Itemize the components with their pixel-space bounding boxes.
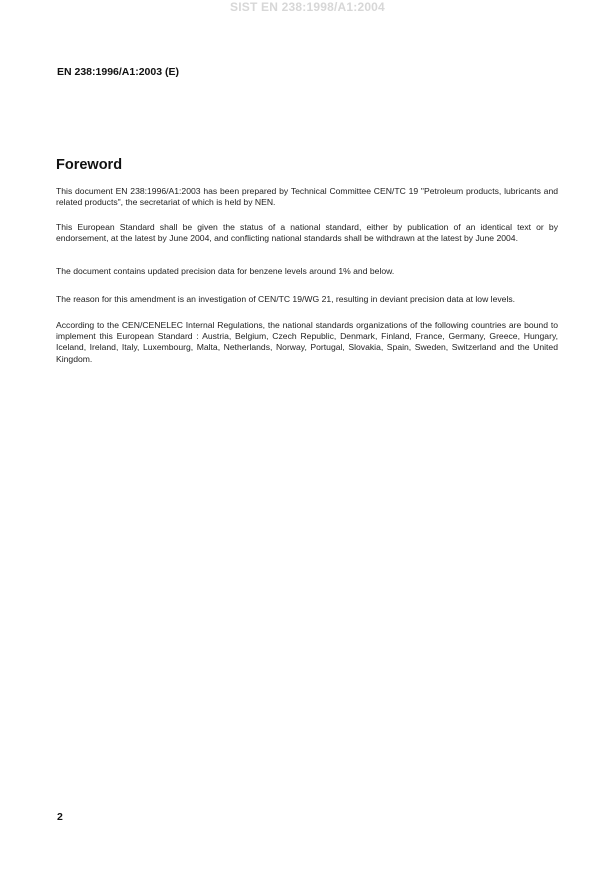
foreword-paragraph-3: The document contains updated precision data for benzene levels around 1% and below. <box>56 266 395 276</box>
foreword-paragraph-4: The reason for this amendment is an investigation of CEN/TC 19/WG 21, resulting in deviant precision data at low levels. <box>56 294 516 304</box>
foreword-paragraph-1: This document EN 238:1996/A1:2003 has been prepared by Technical Committee CEN/TC 19 "Petroleum products, lubricants and related products", the secretariat of which is held by NEN. <box>56 186 558 208</box>
foreword-paragraph-2: This European Standard shall be given the status of a national standard, either by publication of an identical text or by endorsement, at the latest by June 2004, and conflicting national standards shall be withdrawn at the latest by June 2004. <box>56 222 558 244</box>
document-identifier: EN 238:1996/A1:2003 (E) <box>57 66 179 78</box>
page-number: 2 <box>57 811 63 823</box>
section-title: Foreword <box>56 157 123 173</box>
foreword-paragraph-5: According to the CEN/CENELEC Internal Regulations, the national standards organizations of the following countries are bound to implement this European Standard : Austria, Belgium, Czech Republic, Denmark, Finland, France, Germany, Greece, Hungary, Iceland, Ireland, Italy, Luxembourg, Malta, Netherlands, Norway, Portugal, Slovakia, Spain, Sweden, Switzerland and the United Kingdom. <box>56 320 558 364</box>
watermark: SIST EN 238:1998/A1:2004 <box>230 0 385 14</box>
